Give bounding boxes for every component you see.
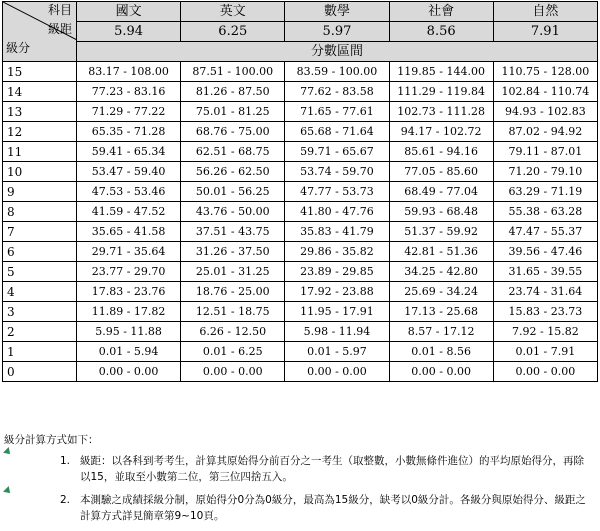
note-item [4,453,594,485]
range-cell: 34.25 - 42.80 [389,262,493,282]
table-row [3,202,598,222]
subject-header: 國文 [77,2,181,22]
range-cell: 18.76 - 25.00 [181,282,285,302]
range-cell: 111.29 - 119.84 [389,82,493,102]
range-cell: 62.51 - 68.75 [181,142,285,162]
range-cell: 0.00 - 0.00 [389,362,493,382]
range-cell: 59.41 - 65.34 [77,142,181,162]
range-cell: 75.01 - 81.25 [181,102,285,122]
table-row [3,62,598,82]
range-cell: 47.53 - 53.46 [77,182,181,202]
notes-section [4,432,594,531]
range-cell: 119.85 - 144.00 [389,62,493,82]
subject-header: 英文 [181,2,285,22]
range-cell: 55.38 - 63.28 [493,202,597,222]
range-cell: 17.92 - 23.88 [285,282,389,302]
level-cell: 7 [3,222,77,242]
range-cell: 23.74 - 31.64 [493,282,597,302]
range-cell: 71.29 - 77.22 [77,102,181,122]
level-cell: 1 [3,342,77,362]
range-cell: 94.93 - 102.83 [493,102,597,122]
range-cell: 5.98 - 11.94 [285,322,389,342]
spacing-value: 8.56 [389,22,493,42]
level-cell: 12 [3,122,77,142]
spacing-value: 6.25 [181,22,285,42]
green-marker-icon [3,447,13,457]
range-cell: 53.74 - 59.70 [285,162,389,182]
range-cell: 35.83 - 41.79 [285,222,389,242]
level-cell: 4 [3,282,77,302]
note-text: 級距：以各科到考考生，計算其原始得分前百分之一考生（取整數，小數無條件進位）的平均原始得分，再除以15，並取至小數第二位，第三位四捨五入。 [80,455,584,483]
range-cell: 0.00 - 0.00 [77,362,181,382]
range-cell: 94.17 - 102.72 [389,122,493,142]
table-row [3,222,598,242]
range-cell: 43.76 - 50.00 [181,202,285,222]
subject-header: 自然 [493,2,597,22]
range-cell: 41.80 - 47.76 [285,202,389,222]
range-cell: 68.49 - 77.04 [389,182,493,202]
green-marker-icon [3,486,13,496]
range-cell: 0.00 - 0.00 [285,362,389,382]
range-cell: 11.95 - 17.91 [285,302,389,322]
range-cell: 7.92 - 15.82 [493,322,597,342]
range-cell: 110.75 - 128.00 [493,62,597,82]
range-cell: 31.26 - 37.50 [181,242,285,262]
table-row [3,182,598,202]
range-cell: 63.29 - 71.19 [493,182,597,202]
range-cell: 0.00 - 0.00 [493,362,597,382]
note-number: 2. [60,494,71,506]
range-cell: 42.81 - 51.36 [389,242,493,262]
range-cell: 79.11 - 87.01 [493,142,597,162]
level-cell: 5 [3,262,77,282]
table-row [3,242,598,262]
range-cell: 0.01 - 5.97 [285,342,389,362]
table-row [3,362,598,382]
range-cell: 102.84 - 110.74 [493,82,597,102]
level-cell: 14 [3,82,77,102]
note-text: 本測驗之成績採級分制，原始得分0分為0級分，最高為15級分，缺考以0級分計。各級分與原始得分、級距之計算方式詳見簡章第9~10頁。 [80,494,586,522]
range-cell: 23.89 - 29.85 [285,262,389,282]
level-cell: 13 [3,102,77,122]
range-cell: 17.83 - 23.76 [77,282,181,302]
range-cell: 5.95 - 11.88 [77,322,181,342]
table-row [3,342,598,362]
range-cell: 12.51 - 18.75 [181,302,285,322]
range-cell: 47.77 - 53.73 [285,182,389,202]
range-cell: 23.77 - 29.70 [77,262,181,282]
range-cell: 31.65 - 39.55 [493,262,597,282]
table-row [3,162,598,182]
table-row [3,302,598,322]
note-item [4,492,594,524]
table-row [3,122,598,142]
range-cell: 25.01 - 31.25 [181,262,285,282]
range-cell: 83.17 - 108.00 [77,62,181,82]
score-table [2,1,598,382]
range-cell: 29.71 - 35.64 [77,242,181,262]
note-number: 1. [60,455,71,467]
range-cell: 77.23 - 83.16 [77,82,181,102]
range-cell: 71.65 - 77.61 [285,102,389,122]
range-cell: 0.01 - 6.25 [181,342,285,362]
range-cell: 0.01 - 8.56 [389,342,493,362]
range-cell: 83.59 - 100.00 [285,62,389,82]
range-cell: 25.69 - 34.24 [389,282,493,302]
spacing-value: 7.91 [493,22,597,42]
range-cell: 47.47 - 55.37 [493,222,597,242]
level-cell: 15 [3,62,77,82]
level-label: 級分 [6,41,31,55]
corner-header [3,2,77,62]
level-cell: 3 [3,302,77,322]
spacing-value: 5.97 [285,22,389,42]
range-cell: 17.13 - 25.68 [389,302,493,322]
table-row [3,262,598,282]
range-cell: 35.65 - 41.58 [77,222,181,242]
notes-title: 級分計算方式如下： [4,434,99,446]
range-cell: 87.02 - 94.92 [493,122,597,142]
range-cell: 87.51 - 100.00 [181,62,285,82]
range-cell: 65.35 - 71.28 [77,122,181,142]
range-cell: 59.93 - 68.48 [389,202,493,222]
level-cell: 11 [3,142,77,162]
range-cell: 50.01 - 56.25 [181,182,285,202]
range-cell: 0.01 - 5.94 [77,342,181,362]
level-cell: 8 [3,202,77,222]
level-cell: 0 [3,362,77,382]
range-cell: 41.59 - 47.52 [77,202,181,222]
subject-header: 數學 [285,2,389,22]
range-cell: 39.56 - 47.46 [493,242,597,262]
table-row [3,82,598,102]
range-heading: 分數區間 [77,42,598,62]
level-cell: 2 [3,322,77,342]
range-cell: 8.57 - 17.12 [389,322,493,342]
table-row [3,282,598,302]
level-cell: 6 [3,242,77,262]
range-cell: 85.61 - 94.16 [389,142,493,162]
level-cell: 9 [3,182,77,202]
range-cell: 59.71 - 65.67 [285,142,389,162]
table-row [3,322,598,342]
range-cell: 102.73 - 111.28 [389,102,493,122]
range-cell: 29.86 - 35.82 [285,242,389,262]
range-cell: 77.05 - 85.60 [389,162,493,182]
subject-header: 社會 [389,2,493,22]
range-cell: 53.47 - 59.40 [77,162,181,182]
spacing-label: 級距 [47,22,72,36]
range-cell: 81.26 - 87.50 [181,82,285,102]
range-cell: 37.51 - 43.75 [181,222,285,242]
table-row [3,102,598,122]
subject-label: 科目 [47,3,72,17]
range-cell: 6.26 - 12.50 [181,322,285,342]
spacing-value: 5.94 [77,22,181,42]
range-cell: 56.26 - 62.50 [181,162,285,182]
table-row [3,142,598,162]
range-cell: 65.68 - 71.64 [285,122,389,142]
level-cell: 10 [3,162,77,182]
range-cell: 15.83 - 23.73 [493,302,597,322]
range-cell: 11.89 - 17.82 [77,302,181,322]
range-cell: 0.01 - 7.91 [493,342,597,362]
range-cell: 71.20 - 79.10 [493,162,597,182]
range-cell: 77.62 - 83.58 [285,82,389,102]
range-cell: 51.37 - 59.92 [389,222,493,242]
range-cell: 0.00 - 0.00 [181,362,285,382]
range-cell: 68.76 - 75.00 [181,122,285,142]
